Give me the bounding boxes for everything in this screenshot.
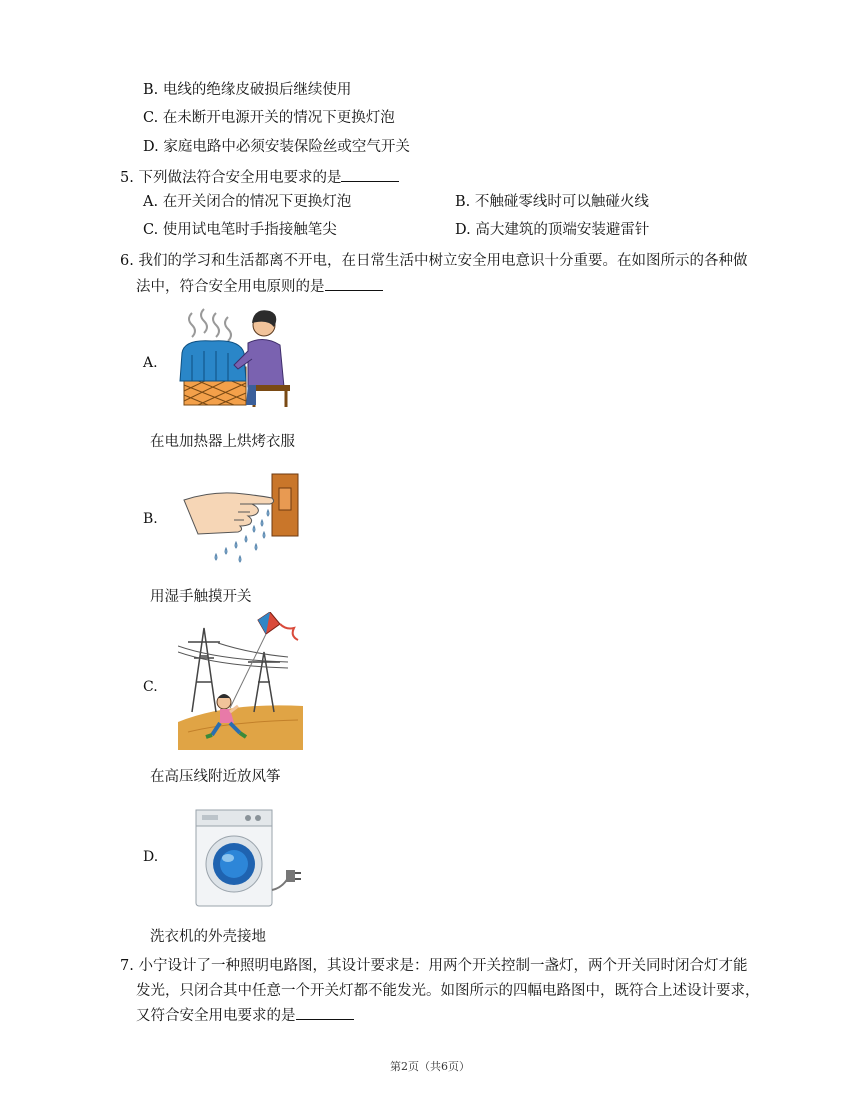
answer-blank bbox=[341, 167, 399, 182]
washing-machine-illustration bbox=[192, 806, 304, 912]
q4-option-b: B. 电线的绝缘皮破损后继续使用 bbox=[143, 82, 352, 98]
q6-stem-line2 bbox=[136, 276, 383, 297]
q5-option-c: C. 使用试电笔时手指接触笔尖 bbox=[143, 222, 337, 238]
q5-option-d: D. 高大建筑的顶端安装避雷针 bbox=[455, 222, 650, 238]
q6-option-a-caption: 在电加热器上烘烤衣服 bbox=[150, 434, 295, 450]
q6-stem-line1: 6. 我们的学习和生活都离不开电，在日常生活中树立安全用电意识十分重要。在如图所示的各种做 bbox=[120, 253, 748, 269]
kite-high-voltage-illustration bbox=[178, 612, 303, 750]
q7-stem-line2: 发光，只闭合其中任意一个开关灯都不能发光。如图所示的四幅电路图中，既符合上述设计要求， bbox=[136, 983, 760, 999]
wet-hand-switch-illustration bbox=[180, 470, 300, 575]
q6-option-b-label: B. bbox=[143, 511, 158, 527]
q5-option-b: B. 不触碰零线时可以触碰火线 bbox=[455, 194, 649, 210]
q6-option-a-label: A. bbox=[143, 355, 158, 371]
q6-option-b-caption: 用湿手触摸开关 bbox=[150, 589, 252, 605]
q4-option-d: D. 家庭电路中必须安装保险丝或空气开关 bbox=[143, 139, 410, 155]
q5-stem-text: 5. 下列做法符合安全用电要求的是 bbox=[120, 170, 342, 186]
q7-stem-line3 bbox=[136, 1005, 354, 1026]
q6-option-c-label: C. bbox=[143, 679, 158, 695]
heater-drying-clothes-illustration bbox=[178, 305, 293, 410]
q6-option-c-caption: 在高压线附近放风筝 bbox=[150, 769, 281, 785]
answer-blank bbox=[296, 1005, 354, 1020]
q7-stem-line3-text: 又符合安全用电要求的是 bbox=[136, 1008, 296, 1024]
q6-stem-line2-text: 法中，符合安全用电原则的是 bbox=[136, 279, 325, 295]
q5-option-a: A. 在开关闭合的情况下更换灯泡 bbox=[143, 194, 352, 210]
answer-blank bbox=[325, 276, 383, 291]
q7-stem-line1: 7. 小宁设计了一种照明电路图，其设计要求是：用两个开关控制一盏灯，两个开关同时闭合灯才能 bbox=[120, 958, 748, 974]
q5-stem bbox=[120, 167, 399, 188]
page-footer: 第2页（共6页） bbox=[390, 1060, 470, 1073]
q4-option-c: C. 在未断开电源开关的情况下更换灯泡 bbox=[143, 110, 395, 126]
q6-option-d-caption: 洗衣机的外壳接地 bbox=[150, 929, 266, 945]
q6-option-d-label: D. bbox=[143, 849, 159, 865]
